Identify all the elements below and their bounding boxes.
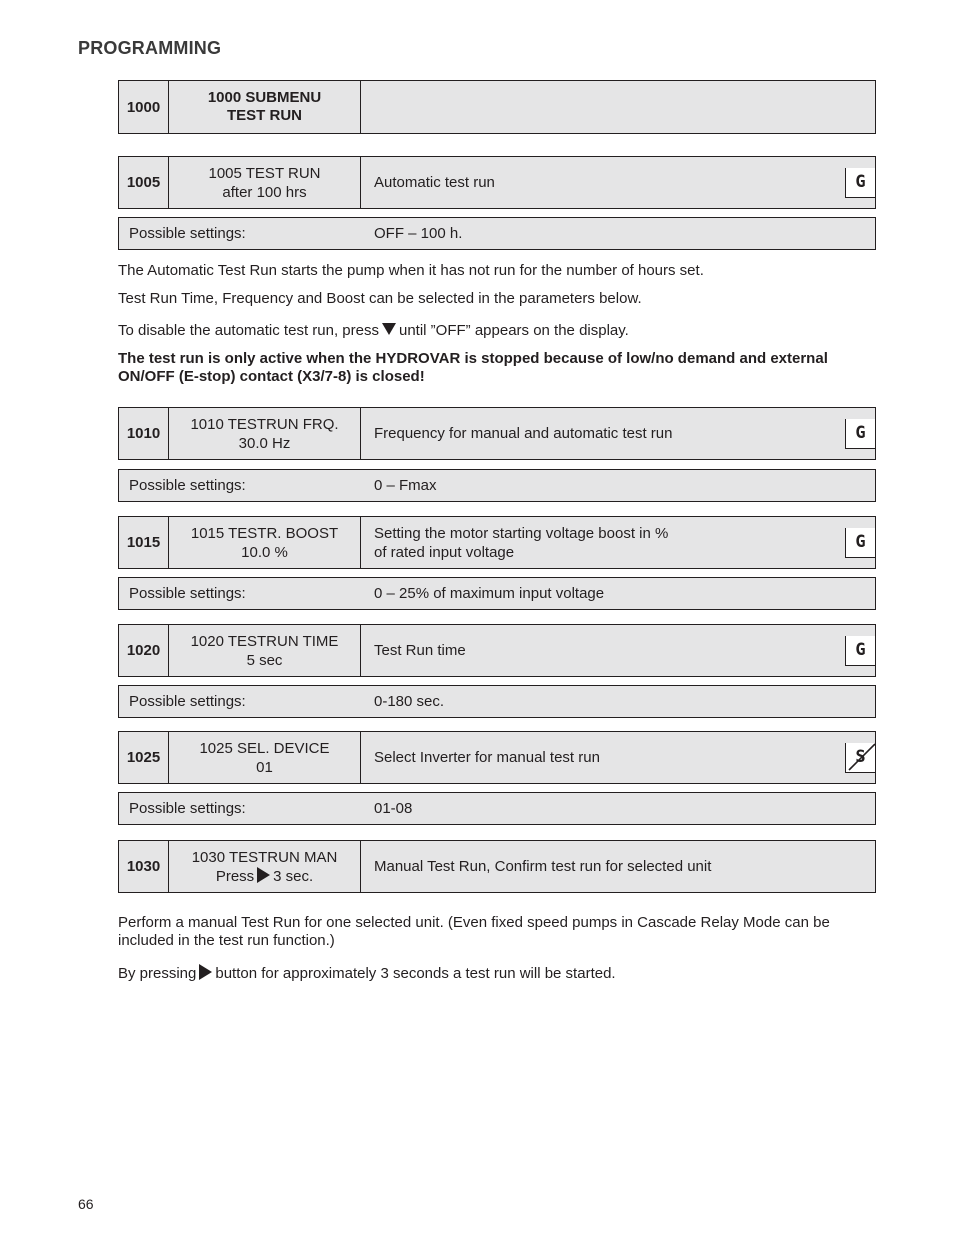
param-description-line2: of rated input voltage	[374, 543, 515, 561]
param-description-text: Frequency for manual and automatic test run	[374, 425, 673, 442]
param-name-line1: 1030 TESTRUN MAN	[191, 848, 338, 866]
possible-settings-1015	[118, 577, 876, 610]
settings-label: Possible settings:	[129, 225, 246, 242]
paragraph: Test Run Time, Frequency and Boost can be selected in the parameters below.	[118, 290, 642, 307]
param-description-line1: Setting the motor starting voltage boost in %	[374, 524, 669, 542]
param-1005	[118, 156, 876, 209]
param-name-line1: 1020 TESTRUN TIME	[190, 632, 339, 650]
param-value-text: Press	[215, 867, 255, 885]
paragraph	[118, 965, 878, 983]
settings-value: 01-08	[374, 800, 413, 817]
param-1030	[118, 840, 876, 893]
param-description	[361, 841, 875, 892]
param-name	[169, 81, 361, 133]
settings-value: 0 – 25% of maximum input voltage	[374, 585, 605, 602]
paragraph: Perform a manual Test Run for one selected unit. (Even fixed speed pumps in Cascade Relay Mode can be included in the test run function.)	[118, 914, 830, 949]
param-code: 1025	[119, 732, 169, 783]
param-value-line: after 100 hrs	[222, 183, 307, 201]
param-value-line: 10.0 %	[241, 543, 288, 561]
param-code: 1010	[119, 408, 169, 459]
param-name	[169, 841, 361, 892]
param-description	[361, 517, 875, 568]
global-setting-badge: G	[845, 168, 875, 198]
param-name	[169, 408, 361, 459]
possible-settings-1010	[118, 469, 876, 502]
possible-settings-1025	[118, 792, 876, 825]
settings-label: Possible settings:	[129, 585, 246, 602]
global-setting-badge: G	[845, 528, 875, 558]
possible-settings-1020	[118, 685, 876, 718]
param-name-line1: 1015 TESTR. BOOST	[190, 524, 339, 542]
param-1015	[118, 516, 876, 569]
possible-settings-1005	[118, 217, 876, 250]
page-number: 66	[78, 1196, 94, 1212]
param-1025	[118, 731, 876, 784]
settings-label: Possible settings:	[129, 477, 246, 494]
param-name-line2: TEST RUN	[227, 107, 302, 124]
param-value-line: 30.0 Hz	[238, 434, 291, 452]
global-setting-badge: G	[845, 636, 875, 666]
param-description-text: Select Inverter for manual test run	[374, 749, 600, 766]
param-name-line1: 1025 SEL. DEVICE	[199, 739, 330, 757]
param-name-line1: 1010 TESTRUN FRQ.	[190, 415, 339, 433]
param-description	[361, 408, 875, 459]
param-1020	[118, 624, 876, 677]
param-name	[169, 625, 361, 676]
param-code: 1020	[119, 625, 169, 676]
settings-value: 0-180 sec.	[374, 693, 445, 710]
paragraph	[118, 322, 878, 340]
settings-label: Possible settings:	[129, 693, 246, 710]
param-description	[361, 625, 875, 676]
paragraph-text: By pressing	[118, 965, 197, 982]
param-code: 1000	[119, 81, 169, 133]
param-description	[361, 81, 875, 133]
paragraph: The Automatic Test Run starts the pump when it has not run for the number of hours set.	[118, 262, 704, 279]
single-setting-letter: S	[855, 746, 866, 767]
slash-icon	[846, 743, 875, 773]
param-name	[169, 157, 361, 208]
param-name	[169, 517, 361, 568]
param-description-text	[374, 524, 668, 562]
global-setting-badge: G	[845, 419, 875, 449]
param-description	[361, 157, 875, 208]
paragraph-text: button for approximately 3 seconds a test run will be started.	[215, 965, 616, 982]
settings-value: 0 – Fmax	[374, 477, 437, 494]
param-code: 1005	[119, 157, 169, 208]
param-name-line1: 1000 SUBMENU	[207, 89, 322, 106]
param-name	[169, 732, 361, 783]
right-arrow-icon	[257, 867, 270, 883]
param-description-text: Manual Test Run, Confirm test run for selected unit	[374, 858, 712, 875]
param-code: 1030	[119, 841, 169, 892]
settings-label: Possible settings:	[129, 800, 246, 817]
param-description-text: Test Run time	[374, 642, 466, 659]
param-description-text: Automatic test run	[374, 174, 495, 191]
param-1000	[118, 80, 876, 134]
settings-value: OFF – 100 h.	[374, 225, 463, 242]
param-description	[361, 732, 875, 783]
param-value-text: 3 sec.	[273, 867, 314, 885]
param-value-line: 01	[256, 758, 273, 776]
single-setting-badge	[845, 743, 875, 773]
right-arrow-icon	[199, 964, 212, 980]
param-1010	[118, 407, 876, 460]
section-title: PROGRAMMING	[78, 38, 222, 58]
warning-paragraph: The test run is only active when the HYDROVAR is stopped because of low/no demand and external ON/OFF (E-stop) contact (X3/7-8) is closed!	[118, 350, 828, 385]
param-code: 1015	[119, 517, 169, 568]
down-arrow-icon	[382, 323, 396, 335]
param-value-line	[216, 867, 313, 886]
param-value-line: 5 sec	[246, 651, 283, 669]
paragraph-text: until ”OFF” appears on the display.	[398, 322, 629, 339]
paragraph-text: To disable the automatic test run, press	[118, 322, 379, 339]
param-name-line1: 1005 TEST RUN	[208, 164, 321, 182]
